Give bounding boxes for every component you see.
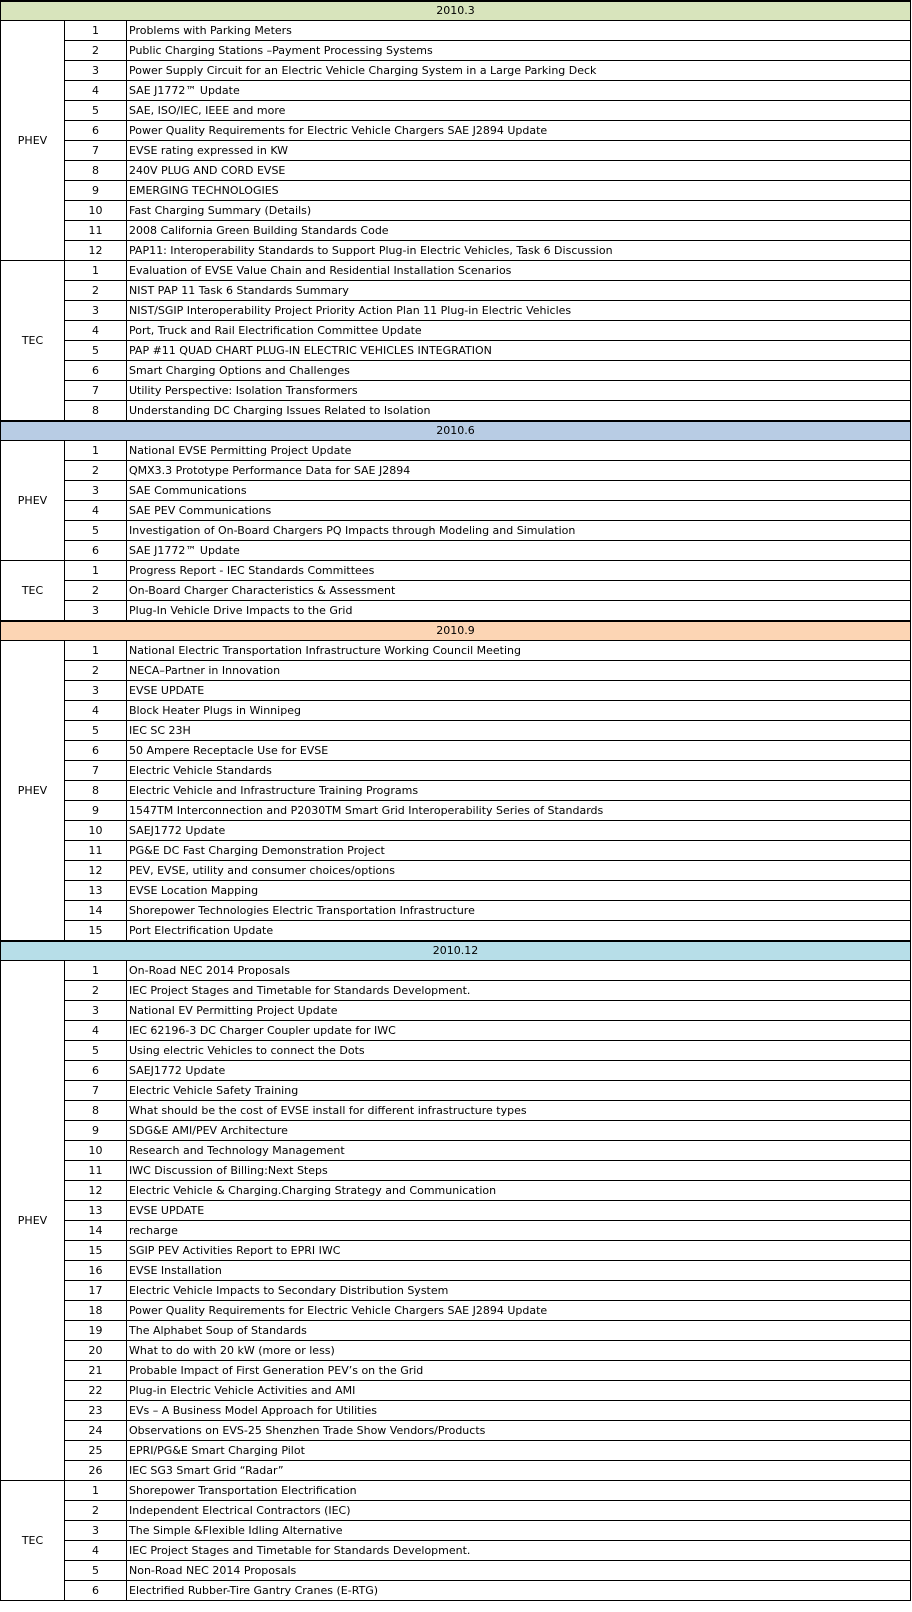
- table-row: [1, 1281, 911, 1301]
- item-title-cell[interactable]: NECA–Partner in Innovation: [127, 661, 911, 681]
- item-number-cell[interactable]: 2: [65, 41, 127, 61]
- table-row: [1, 641, 911, 661]
- item-number-cell[interactable]: 10: [65, 1141, 127, 1161]
- item-title-cell[interactable]: SAE Communications: [127, 481, 911, 501]
- table-row: [1, 561, 911, 581]
- item-title-cell[interactable]: recharge: [127, 1221, 911, 1241]
- table-row: [1, 661, 911, 681]
- item-title-cell[interactable]: What should be the cost of EVSE install for different infrastructure types: [127, 1101, 911, 1121]
- item-title-cell[interactable]: QMX3.3 Prototype Performance Data for SAE J2894: [127, 461, 911, 481]
- item-title-cell[interactable]: National EVSE Permitting Project Update: [127, 441, 911, 461]
- item-number-cell[interactable]: 3: [65, 481, 127, 501]
- category-cell[interactable]: PHEV: [1, 961, 65, 1481]
- table-row: [1, 601, 911, 622]
- table-row: [1, 1381, 911, 1401]
- item-title-cell[interactable]: Public Charging Stations –Payment Processing Systems: [127, 41, 911, 61]
- table-row: [1, 701, 911, 721]
- table-row: [1, 1341, 911, 1361]
- item-title-cell[interactable]: IEC Project Stages and Timetable for Standards Development.: [127, 981, 911, 1001]
- item-title-cell[interactable]: 2008 California Green Building Standards Code: [127, 221, 911, 241]
- item-number-cell[interactable]: 10: [65, 201, 127, 221]
- item-number-cell[interactable]: 1: [65, 961, 127, 981]
- table-row: [1, 481, 911, 501]
- item-number-cell[interactable]: 15: [65, 1241, 127, 1261]
- item-number-cell[interactable]: 4: [65, 321, 127, 341]
- item-number-cell[interactable]: 6: [65, 361, 127, 381]
- table-row: [1, 361, 911, 381]
- item-number-cell[interactable]: 2: [65, 281, 127, 301]
- item-number-cell[interactable]: 4: [65, 1541, 127, 1561]
- item-title-cell[interactable]: Electric Vehicle & Charging.Charging Strategy and Communication: [127, 1181, 911, 1201]
- item-title-cell[interactable]: PAP #11 QUAD CHART PLUG-IN ELECTRIC VEHICLES INTEGRATION: [127, 341, 911, 361]
- item-title-cell[interactable]: SAE J1772™ Update: [127, 541, 911, 561]
- period-label[interactable]: 2010.9: [1, 621, 911, 641]
- item-title-cell[interactable]: Progress Report - IEC Standards Committees: [127, 561, 911, 581]
- item-title-cell[interactable]: Plug-in Electric Vehicle Activities and AMI: [127, 1381, 911, 1401]
- item-number-cell[interactable]: 20: [65, 1341, 127, 1361]
- table-row: [1, 1101, 911, 1121]
- item-number-cell[interactable]: 8: [65, 161, 127, 181]
- item-number-cell[interactable]: 8: [65, 781, 127, 801]
- item-number-cell[interactable]: 19: [65, 1321, 127, 1341]
- category-cell[interactable]: PHEV: [1, 441, 65, 561]
- item-title-cell[interactable]: 1547TM Interconnection and P2030TM Smart Grid Interoperability Series of Standards: [127, 801, 911, 821]
- item-number-cell[interactable]: 21: [65, 1361, 127, 1381]
- item-number-cell[interactable]: 15: [65, 921, 127, 942]
- item-title-cell[interactable]: Research and Technology Management: [127, 1141, 911, 1161]
- item-title-cell[interactable]: PAP11: Interoperability Standards to Support Plug-in Electric Vehicles, Task 6 Discussion: [127, 241, 911, 261]
- item-title-cell[interactable]: EVs – A Business Model Approach for Utilities: [127, 1401, 911, 1421]
- item-title-cell[interactable]: EVSE rating expressed in KW: [127, 141, 911, 161]
- table-row: [1, 921, 911, 942]
- table-row: [1, 121, 911, 141]
- item-title-cell[interactable]: Understanding DC Charging Issues Related to Isolation: [127, 401, 911, 422]
- table-row: [1, 441, 911, 461]
- item-title-cell[interactable]: Power Quality Requirements for Electric Vehicle Chargers SAE J2894 Update: [127, 121, 911, 141]
- table-row: [1, 1401, 911, 1421]
- item-number-cell[interactable]: 5: [65, 1561, 127, 1581]
- table-row: [1, 201, 911, 221]
- table-row: [1, 1461, 911, 1481]
- item-title-cell[interactable]: Non-Road NEC 2014 Proposals: [127, 1561, 911, 1581]
- table-row: [1, 281, 911, 301]
- period-label[interactable]: 2010.3: [1, 1, 911, 21]
- category-cell[interactable]: TEC: [1, 561, 65, 622]
- item-title-cell[interactable]: SAE J1772™ Update: [127, 81, 911, 101]
- agenda-table-body: [1, 1, 911, 1601]
- table-row: [1, 1241, 911, 1261]
- item-title-cell[interactable]: On-Board Charger Characteristics & Assessment: [127, 581, 911, 601]
- item-title-cell[interactable]: Investigation of On-Board Chargers PQ Impacts through Modeling and Simulation: [127, 521, 911, 541]
- table-row: [1, 1541, 911, 1561]
- item-number-cell[interactable]: 12: [65, 1181, 127, 1201]
- table-row: [1, 1581, 911, 1601]
- table-row: [1, 1561, 911, 1581]
- table-row: [1, 1221, 911, 1241]
- item-title-cell[interactable]: Shorepower Technologies Electric Transportation Infrastructure: [127, 901, 911, 921]
- item-number-cell[interactable]: 5: [65, 521, 127, 541]
- item-number-cell[interactable]: 6: [65, 541, 127, 561]
- item-title-cell[interactable]: Electrified Rubber-Tire Gantry Cranes (E-RTG): [127, 1581, 911, 1601]
- period-label[interactable]: 2010.12: [1, 941, 911, 961]
- table-row: [1, 761, 911, 781]
- table-row: [1, 1501, 911, 1521]
- item-title-cell[interactable]: EPRI/PG&E Smart Charging Pilot: [127, 1441, 911, 1461]
- item-title-cell[interactable]: EMERGING TECHNOLOGIES: [127, 181, 911, 201]
- item-title-cell[interactable]: Problems with Parking Meters: [127, 21, 911, 41]
- item-number-cell[interactable]: 7: [65, 1081, 127, 1101]
- item-title-cell[interactable]: The Simple &Flexible Idling Alternative: [127, 1521, 911, 1541]
- item-number-cell[interactable]: 3: [65, 61, 127, 81]
- item-number-cell[interactable]: 5: [65, 721, 127, 741]
- table-row: [1, 61, 911, 81]
- item-number-cell[interactable]: 4: [65, 1021, 127, 1041]
- item-title-cell[interactable]: IEC SC 23H: [127, 721, 911, 741]
- table-row: [1, 901, 911, 921]
- item-title-cell[interactable]: 50 Ampere Receptacle Use for EVSE: [127, 741, 911, 761]
- item-title-cell[interactable]: EVSE UPDATE: [127, 1201, 911, 1221]
- item-title-cell[interactable]: National Electric Transportation Infrastructure Working Council Meeting: [127, 641, 911, 661]
- item-number-cell[interactable]: 2: [65, 461, 127, 481]
- item-title-cell[interactable]: Probable Impact of First Generation PEV’s on the Grid: [127, 1361, 911, 1381]
- item-number-cell[interactable]: 8: [65, 401, 127, 422]
- table-row: [1, 721, 911, 741]
- item-number-cell[interactable]: 1: [65, 21, 127, 41]
- item-number-cell[interactable]: 22: [65, 1381, 127, 1401]
- item-number-cell[interactable]: 9: [65, 801, 127, 821]
- item-number-cell[interactable]: 26: [65, 1461, 127, 1481]
- item-number-cell[interactable]: 1: [65, 441, 127, 461]
- item-number-cell[interactable]: 11: [65, 1161, 127, 1181]
- item-number-cell[interactable]: 12: [65, 861, 127, 881]
- table-row: [1, 1181, 911, 1201]
- table-row: [1, 1021, 911, 1041]
- table-row: [1, 861, 911, 881]
- item-number-cell[interactable]: 23: [65, 1401, 127, 1421]
- item-number-cell[interactable]: 13: [65, 1201, 127, 1221]
- item-title-cell[interactable]: Port, Truck and Rail Electrification Committee Update: [127, 321, 911, 341]
- period-header-row: [1, 1, 911, 21]
- item-number-cell[interactable]: 2: [65, 581, 127, 601]
- item-number-cell[interactable]: 6: [65, 741, 127, 761]
- item-title-cell[interactable]: Electric Vehicle and Infrastructure Training Programs: [127, 781, 911, 801]
- period-header-row: [1, 941, 911, 961]
- table-row: [1, 101, 911, 121]
- item-title-cell[interactable]: Power Quality Requirements for Electric Vehicle Chargers SAE J2894 Update: [127, 1301, 911, 1321]
- item-number-cell[interactable]: 2: [65, 1501, 127, 1521]
- item-title-cell[interactable]: National EV Permitting Project Update: [127, 1001, 911, 1021]
- item-title-cell[interactable]: 240V PLUG AND CORD EVSE: [127, 161, 911, 181]
- table-row: [1, 381, 911, 401]
- item-number-cell[interactable]: 3: [65, 301, 127, 321]
- item-title-cell[interactable]: Observations on EVS-25 Shenzhen Trade Show Vendors/Products: [127, 1421, 911, 1441]
- item-title-cell[interactable]: Utility Perspective: Isolation Transformers: [127, 381, 911, 401]
- table-row: [1, 321, 911, 341]
- item-title-cell[interactable]: Using electric Vehicles to connect the Dots: [127, 1041, 911, 1061]
- table-row: [1, 141, 911, 161]
- item-title-cell[interactable]: SAEJ1772 Update: [127, 821, 911, 841]
- table-row: [1, 1081, 911, 1101]
- item-number-cell[interactable]: 13: [65, 881, 127, 901]
- item-title-cell[interactable]: IEC 62196-3 DC Charger Coupler update for IWC: [127, 1021, 911, 1041]
- table-row: [1, 1001, 911, 1021]
- category-cell[interactable]: TEC: [1, 261, 65, 422]
- table-row: [1, 1201, 911, 1221]
- table-row: [1, 1161, 911, 1181]
- item-number-cell[interactable]: 4: [65, 701, 127, 721]
- item-number-cell[interactable]: 3: [65, 1521, 127, 1541]
- table-row: [1, 1321, 911, 1341]
- item-number-cell[interactable]: 11: [65, 841, 127, 861]
- item-number-cell[interactable]: 5: [65, 341, 127, 361]
- table-row: [1, 21, 911, 41]
- table-row: [1, 341, 911, 361]
- table-row: [1, 41, 911, 61]
- item-title-cell[interactable]: Electric Vehicle Impacts to Secondary Distribution System: [127, 1281, 911, 1301]
- table-row: [1, 1441, 911, 1461]
- item-number-cell[interactable]: 7: [65, 381, 127, 401]
- item-number-cell[interactable]: 10: [65, 821, 127, 841]
- item-title-cell[interactable]: Electric Vehicle Standards: [127, 761, 911, 781]
- item-title-cell[interactable]: EVSE Installation: [127, 1261, 911, 1281]
- period-header-row: [1, 621, 911, 641]
- item-number-cell[interactable]: 17: [65, 1281, 127, 1301]
- table-row: [1, 501, 911, 521]
- item-number-cell[interactable]: 7: [65, 761, 127, 781]
- table-row: [1, 581, 911, 601]
- item-number-cell[interactable]: 3: [65, 1001, 127, 1021]
- table-row: [1, 1361, 911, 1381]
- table-row: [1, 681, 911, 701]
- item-title-cell[interactable]: SAEJ1772 Update: [127, 1061, 911, 1081]
- table-row: [1, 1301, 911, 1321]
- item-number-cell[interactable]: 1: [65, 1481, 127, 1501]
- item-number-cell[interactable]: 6: [65, 1581, 127, 1601]
- category-cell[interactable]: TEC: [1, 1481, 65, 1601]
- item-number-cell[interactable]: 1: [65, 641, 127, 661]
- item-title-cell[interactable]: SAE, ISO/IEC, IEEE and more: [127, 101, 911, 121]
- period-label[interactable]: 2010.6: [1, 421, 911, 441]
- table-row: [1, 221, 911, 241]
- category-cell[interactable]: PHEV: [1, 21, 65, 261]
- item-number-cell[interactable]: 18: [65, 1301, 127, 1321]
- item-title-cell[interactable]: SGIP PEV Activities Report to EPRI IWC: [127, 1241, 911, 1261]
- item-number-cell[interactable]: 5: [65, 1041, 127, 1061]
- item-title-cell[interactable]: Plug-In Vehicle Drive Impacts to the Grid: [127, 601, 911, 622]
- table-row: [1, 261, 911, 281]
- item-number-cell[interactable]: 14: [65, 901, 127, 921]
- table-row: [1, 981, 911, 1001]
- table-row: [1, 1061, 911, 1081]
- table-row: [1, 181, 911, 201]
- table-row: [1, 301, 911, 321]
- table-row: [1, 961, 911, 981]
- item-title-cell[interactable]: Shorepower Transportation Electrification: [127, 1481, 911, 1501]
- item-title-cell[interactable]: IEC SG3 Smart Grid “Radar”: [127, 1461, 911, 1481]
- item-title-cell[interactable]: SAE PEV Communications: [127, 501, 911, 521]
- table-row: [1, 461, 911, 481]
- item-number-cell[interactable]: 4: [65, 81, 127, 101]
- item-number-cell[interactable]: 11: [65, 221, 127, 241]
- item-title-cell[interactable]: Fast Charging Summary (Details): [127, 201, 911, 221]
- item-title-cell[interactable]: IEC Project Stages and Timetable for Standards Development.: [127, 1541, 911, 1561]
- item-title-cell[interactable]: Evaluation of EVSE Value Chain and Residential Installation Scenarios: [127, 261, 911, 281]
- table-row: [1, 161, 911, 181]
- table-row: [1, 241, 911, 261]
- table-row: [1, 781, 911, 801]
- item-title-cell[interactable]: NIST/SGIP Interoperability Project Priority Action Plan 11 Plug-in Electric Vehicles: [127, 301, 911, 321]
- table-row: [1, 881, 911, 901]
- table-row: [1, 841, 911, 861]
- table-row: [1, 1041, 911, 1061]
- table-row: [1, 1121, 911, 1141]
- item-number-cell[interactable]: 1: [65, 261, 127, 281]
- table-row: [1, 1141, 911, 1161]
- item-number-cell[interactable]: 12: [65, 241, 127, 261]
- item-number-cell[interactable]: 8: [65, 1101, 127, 1121]
- item-number-cell[interactable]: 9: [65, 1121, 127, 1141]
- item-number-cell[interactable]: 2: [65, 981, 127, 1001]
- table-row: [1, 821, 911, 841]
- table-row: [1, 541, 911, 561]
- table-row: [1, 1521, 911, 1541]
- item-title-cell[interactable]: PEV, EVSE, utility and consumer choices/options: [127, 861, 911, 881]
- category-cell[interactable]: PHEV: [1, 641, 65, 942]
- item-number-cell[interactable]: 9: [65, 181, 127, 201]
- item-title-cell[interactable]: Electric Vehicle Safety Training: [127, 1081, 911, 1101]
- item-title-cell[interactable]: SDG&E AMI/PEV Architecture: [127, 1121, 911, 1141]
- item-title-cell[interactable]: What to do with 20 kW (more or less): [127, 1341, 911, 1361]
- item-number-cell[interactable]: 16: [65, 1261, 127, 1281]
- table-row: [1, 1421, 911, 1441]
- item-number-cell[interactable]: 1: [65, 561, 127, 581]
- item-title-cell[interactable]: Power Supply Circuit for an Electric Vehicle Charging System in a Large Parking Deck: [127, 61, 911, 81]
- item-title-cell[interactable]: EVSE Location Mapping: [127, 881, 911, 901]
- item-title-cell[interactable]: Smart Charging Options and Challenges: [127, 361, 911, 381]
- item-title-cell[interactable]: Independent Electrical Contractors (IEC): [127, 1501, 911, 1521]
- item-number-cell[interactable]: 3: [65, 601, 127, 622]
- period-header-row: [1, 421, 911, 441]
- item-number-cell[interactable]: 4: [65, 501, 127, 521]
- table-row: [1, 1481, 911, 1501]
- item-title-cell[interactable]: Port Electrification Update: [127, 921, 911, 942]
- item-number-cell[interactable]: 24: [65, 1421, 127, 1441]
- item-title-cell[interactable]: IWC Discussion of Billing:Next Steps: [127, 1161, 911, 1181]
- item-number-cell[interactable]: 6: [65, 121, 127, 141]
- item-title-cell[interactable]: Block Heater Plugs in Winnipeg: [127, 701, 911, 721]
- item-number-cell[interactable]: 7: [65, 141, 127, 161]
- table-row: [1, 1261, 911, 1281]
- item-number-cell[interactable]: 5: [65, 101, 127, 121]
- item-title-cell[interactable]: PG&E DC Fast Charging Demonstration Project: [127, 841, 911, 861]
- item-number-cell[interactable]: 25: [65, 1441, 127, 1461]
- item-number-cell[interactable]: 14: [65, 1221, 127, 1241]
- item-title-cell[interactable]: EVSE UPDATE: [127, 681, 911, 701]
- table-row: [1, 521, 911, 541]
- table-row: [1, 81, 911, 101]
- table-row: [1, 801, 911, 821]
- item-number-cell[interactable]: 6: [65, 1061, 127, 1081]
- item-number-cell[interactable]: 2: [65, 661, 127, 681]
- item-number-cell[interactable]: 3: [65, 681, 127, 701]
- item-title-cell[interactable]: On-Road NEC 2014 Proposals: [127, 961, 911, 981]
- item-title-cell[interactable]: The Alphabet Soup of Standards: [127, 1321, 911, 1341]
- table-row: [1, 741, 911, 761]
- table-row: [1, 401, 911, 422]
- item-title-cell[interactable]: NIST PAP 11 Task 6 Standards Summary: [127, 281, 911, 301]
